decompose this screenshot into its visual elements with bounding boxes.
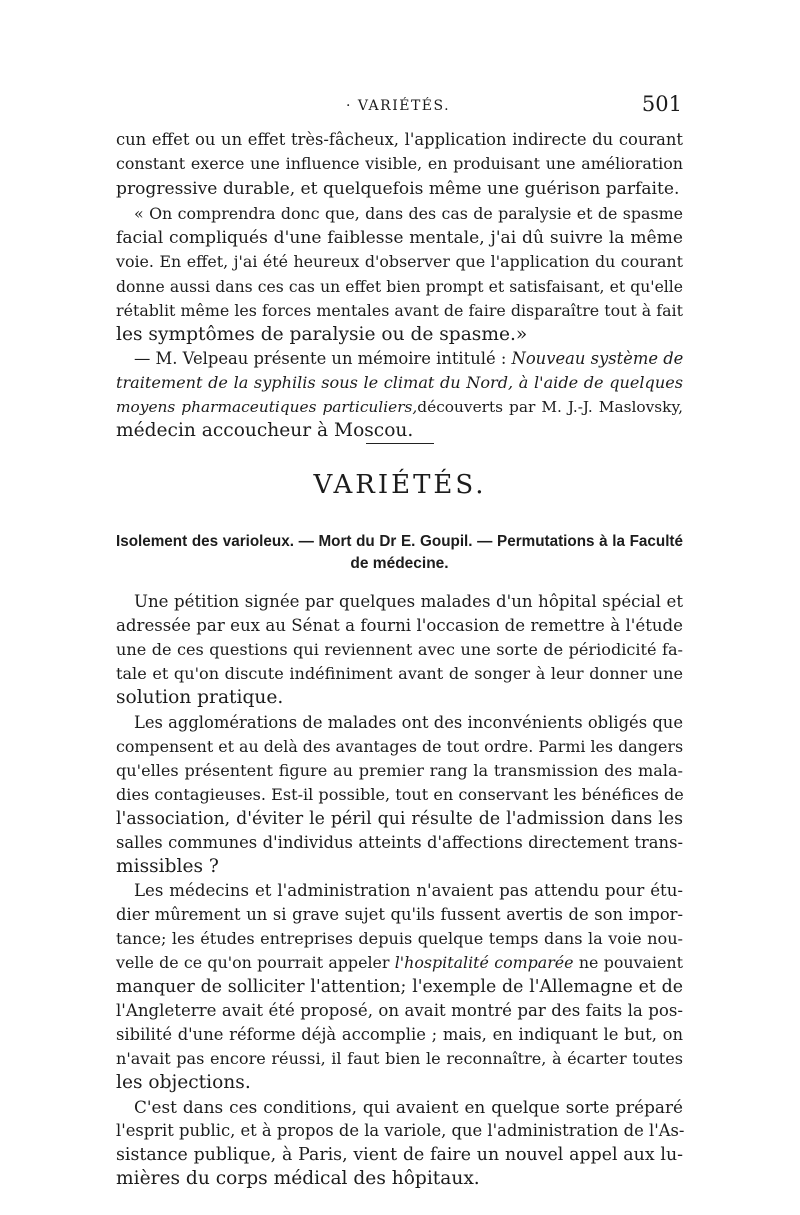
text-line: les objections. — [116, 1072, 251, 1093]
text-line: solution pratique. — [116, 687, 284, 708]
velpeau-line: — M. Velpeau présente un mémoire intitulé : Nouveau système de — [134, 349, 684, 368]
text-line: donne aussi dans ces cas un effet bien prompt et satisfaisant, et qu'elle — [116, 278, 683, 296]
text-line: n'avait pas encore réussi, il faut bien le reconnaître, à écarter toutes — [116, 1049, 683, 1068]
section-divider — [366, 443, 434, 444]
text-line: l'esprit public, et à propos de la variole, que l'administration de l'As- — [116, 1121, 685, 1140]
text-line: mières du corps médical des hôpitaux. — [116, 1168, 480, 1189]
text-line: facial compliqués d'une faiblesse mentale, j'ai dû suivre la même — [116, 228, 683, 248]
text-line: sistance publique, à Paris, vient de faire un nouvel appel aux lu- — [116, 1145, 683, 1165]
text-line: tale et qu'on discute indéfiniment avant de songer à leur donner une — [116, 664, 683, 683]
text-line: C'est dans ces conditions, qui avaient en quelque sorte préparé — [134, 1097, 683, 1117]
text-line: dier mûrement un si grave sujet qu'ils fussent avertis de son impor- — [116, 905, 683, 924]
text-line: voie. En effet, j'ai été heureux d'observer que l'application du courant — [116, 252, 683, 271]
page-number: 501 — [641, 92, 682, 116]
section-title: VARIÉTÉS. — [313, 470, 487, 500]
text-line: tance; les études entreprises depuis quelque temps dans la voie nou- — [116, 929, 683, 948]
section-subhead: Isolement des varioleux. — Mort du Dr E. Goupil. — Permutations à la Faculté — [116, 533, 683, 550]
text-line: Les agglomérations de malades ont des inconvénients obligés que — [134, 713, 683, 732]
text-line: qu'elles présentent figure au premier rang la transmission des mala- — [116, 761, 683, 780]
text-line: constant exerce une influence visible, en produisant une amélioration — [116, 154, 683, 173]
text-line: dies contagieuses. Est-il possible, tout en conservant les bénéfices de — [116, 785, 684, 804]
text-line: adressée par eux au Sénat a fourni l'occasion de remettre à l'étude — [116, 616, 683, 635]
text-line: sibilité d'une réforme déjà accomplie ; mais, en indiquant le but, on — [116, 1025, 683, 1044]
italic-phrase: l'hospitalité comparée — [394, 953, 574, 972]
text-line: velle de ce qu'on pourrait appeler l'hospitalité comparée ne pouvaient — [116, 953, 683, 972]
page-header — [116, 92, 682, 122]
text-line: les symptômes de paralysie ou de spasme.» — [116, 324, 528, 345]
velpeau-line: médecin accoucheur à Moscou. — [116, 420, 414, 441]
text-line: compensent et au delà des avantages de tout ordre. Parmi les dangers — [116, 737, 684, 756]
running-title: · VARIÉTÉS. — [346, 98, 451, 114]
section-subhead: de médecine. — [350, 555, 449, 572]
text-line: l'Angleterre avait été proposé, on avait montré par des faits la pos- — [116, 1001, 683, 1020]
text-line: rétablit même les forces mentales avant de faire disparaître tout à fait — [116, 301, 683, 320]
text-line: une de ces questions qui reviennent avec une sorte de périodicité fa- — [116, 640, 683, 659]
text-line: progressive durable, et quelquefois même une guérison parfaite. — [116, 179, 680, 199]
text-line: Les médecins et l'administration n'avaient pas attendu pour étu- — [134, 881, 683, 900]
text-line: manquer de solliciter l'attention; l'exemple de l'Allemagne et de — [116, 977, 683, 997]
velpeau-title-line: traitement de la syphilis sous le climat du Nord, à l'aide de quelques — [116, 373, 683, 392]
text-line: Une pétition signée par quelques malades d'un hôpital spécial et — [134, 592, 683, 611]
text-line: missibles ? — [116, 856, 219, 877]
velpeau-line: moyens pharmaceutiques particuliers,découverts par M. J.-J. Maslovsky, — [116, 398, 683, 416]
text-line: « On comprendra donc que, dans des cas de paralysie et de spasme — [134, 204, 683, 223]
text-line: cun effet ou un effet très-fâcheux, l'application indirecte du courant — [116, 130, 683, 149]
text-line: l'association, d'éviter le péril qui résulte de l'admission dans les — [116, 809, 683, 829]
text-line: salles communes d'individus atteints d'affections directement trans- — [116, 833, 683, 852]
